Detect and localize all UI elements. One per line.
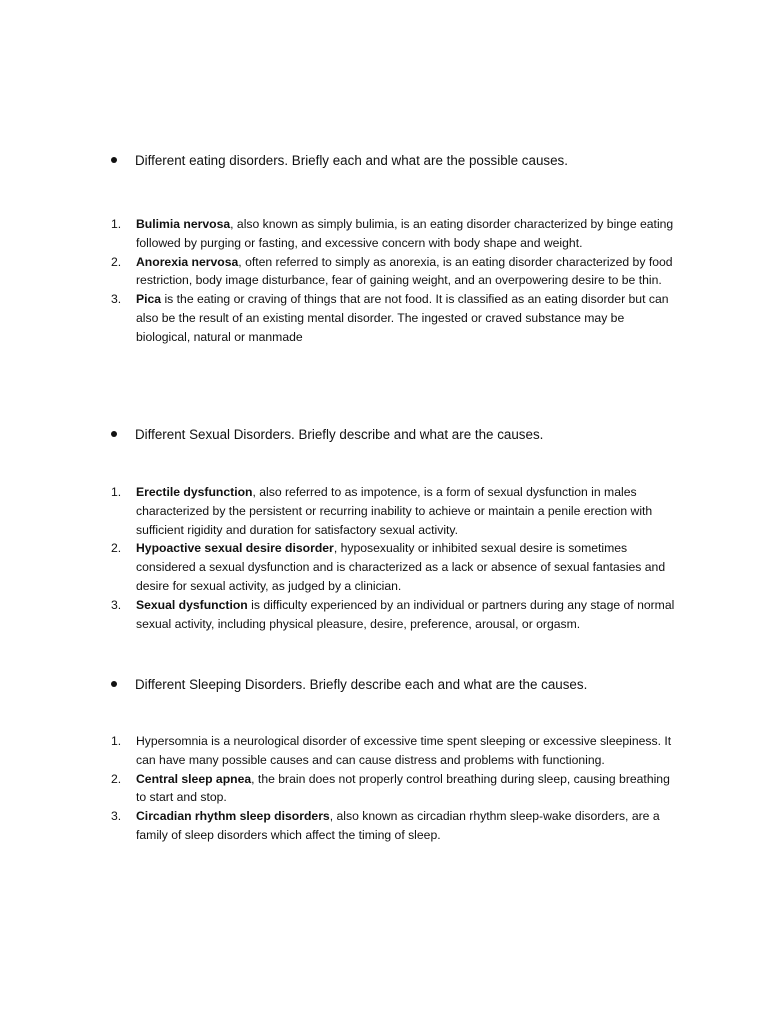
- list-item: [111, 807, 676, 845]
- list-item-text: is the eating or craving of things that are not food. It is classified as an eating disorder but can also be the result of an existing mental disorder. The ingested or craved substance may be biological, natural or manmade: [136, 292, 669, 344]
- list-item-term: Hypoactive sexual desire disorder: [136, 541, 334, 556]
- section-sleeping-disorders: [0, 675, 768, 694]
- list-item-number: 2.: [111, 541, 122, 556]
- bullet-icon: [111, 431, 117, 437]
- bullet-icon: [111, 681, 117, 687]
- sleeping-disorders-list: [0, 732, 768, 845]
- list-item: [111, 539, 676, 595]
- list-item: [111, 483, 676, 539]
- section-heading-text: Different Sexual Disorders. Briefly describe and what are the causes.: [135, 427, 544, 442]
- list-item-term: Anorexia nervosa: [136, 254, 239, 269]
- list-item-number: 1.: [111, 734, 122, 748]
- list-item-number: 2.: [111, 771, 122, 786]
- section-eating-disorders: [0, 151, 768, 170]
- list-item-term: Circadian rhythm sleep disorders: [136, 809, 330, 824]
- eating-disorders-list: [0, 215, 768, 347]
- list-item-term: Pica: [136, 292, 162, 307]
- section-heading: [135, 151, 695, 170]
- list-item-text: , hyposexuality or inhibited sexual desire is sometimes considered a sexual dysfunction and is characterized as a lack or absence of sexual fantasies and desire for sexual activity, as judged by a clinician.: [136, 541, 666, 593]
- list-item-text: , often referred to simply as anorexia, is an eating disorder characterized by food restriction, body image disturbance, fear of gaining weight, and an overpowering desire to be thin.: [136, 254, 673, 288]
- list-item-text: , also known as simply bulimia, is an eating disorder characterized by binge eating followed by purging or fasting, and excessive concern with body shape and weight.: [136, 217, 674, 250]
- list-item-term: Erectile dysfunction: [136, 485, 253, 499]
- list-item: [111, 253, 676, 291]
- list-item-number: 2.: [111, 254, 122, 269]
- section-heading: [135, 675, 695, 694]
- bullet-icon: [111, 157, 117, 163]
- list-item-text: , also referred to as impotence, is a form of sexual dysfunction in males characterized by the persistent or recurring inability to achieve or maintain a penile erection with sufficient rigidity and duration for satisfactory sexual activity.: [136, 485, 653, 537]
- list-item-text: Hypersomnia is a neurological disorder of excessive time spent sleeping or excessive sleepiness. It can have many possible causes and can cause distress and problems with functioning.: [136, 734, 672, 767]
- list-item-number: 3.: [111, 597, 122, 612]
- list-item-number: 3.: [111, 292, 122, 307]
- list-item: [111, 596, 676, 634]
- list-item-term: Bulimia nervosa: [136, 217, 231, 231]
- list-item-number: 3.: [111, 809, 122, 824]
- section-heading-text: Different eating disorders. Briefly each and what are the possible causes.: [135, 153, 568, 168]
- section-sexual-disorders: [0, 425, 768, 444]
- list-item-term: Sexual dysfunction: [136, 597, 248, 612]
- list-item: [111, 770, 676, 808]
- list-item: [111, 290, 676, 346]
- list-item-term: Central sleep apnea: [136, 771, 252, 786]
- list-item-text: , the brain does not properly control breathing during sleep, causing breathing to start and stop.: [136, 771, 670, 805]
- list-item-text: , also known as circadian rhythm sleep-wake disorders, are a family of sleep disorders which affect the timing of sleep.: [136, 809, 660, 842]
- section-heading: [135, 425, 695, 444]
- section-heading-text: Different Sleeping Disorders. Briefly describe each and what are the causes.: [135, 677, 588, 692]
- list-item-number: 1.: [111, 485, 122, 499]
- list-item-number: 1.: [111, 217, 122, 231]
- list-item: [111, 215, 676, 253]
- list-item-text: is difficulty experienced by an individual or partners during any stage of normal sexual activity, including physical pleasure, desire, preference, arousal, or orgasm.: [136, 597, 675, 631]
- sexual-disorders-list: [0, 483, 768, 633]
- list-item: [111, 732, 676, 770]
